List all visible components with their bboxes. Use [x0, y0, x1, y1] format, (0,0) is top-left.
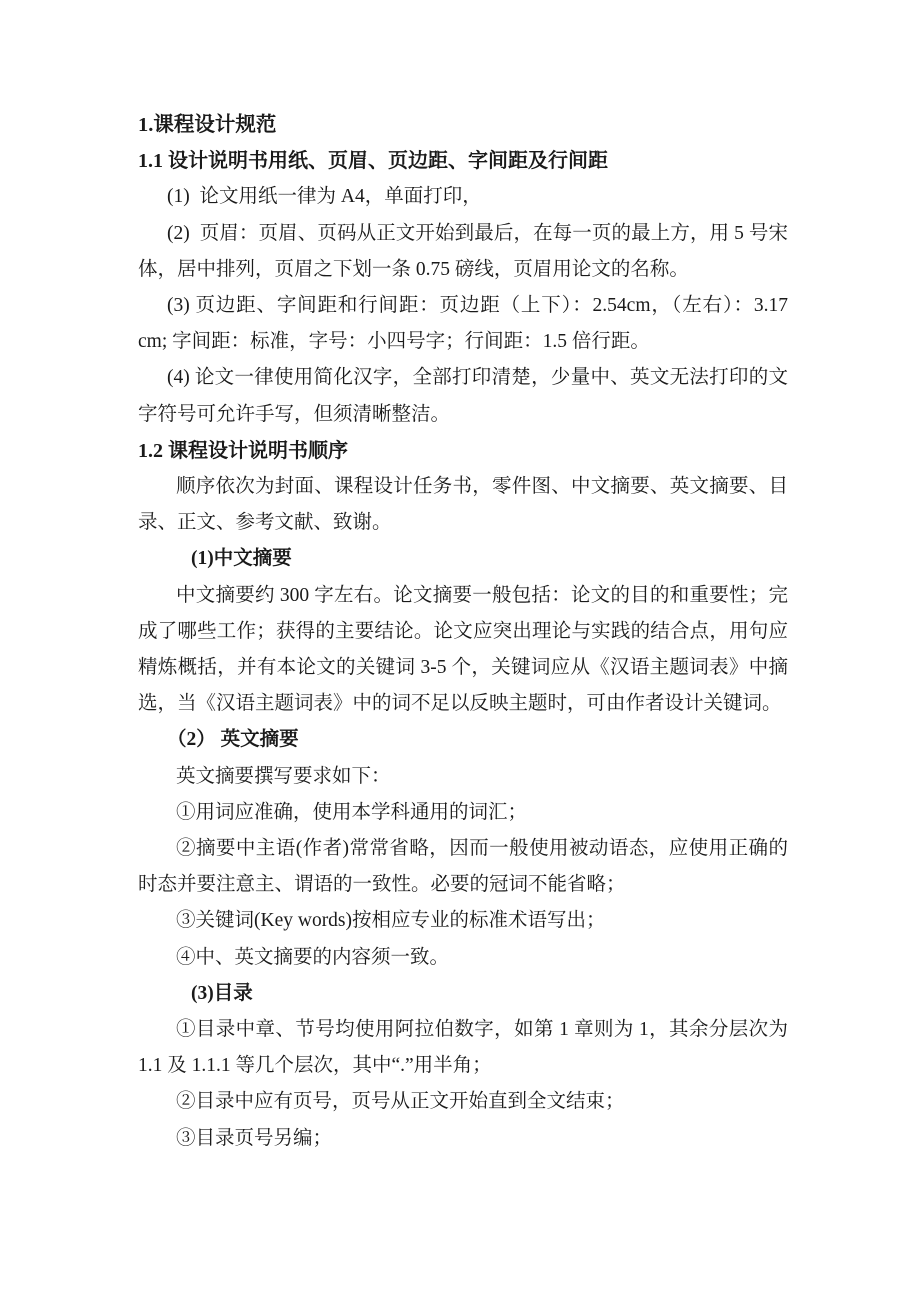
- text-line: 中文摘要约 300 字左右。论文摘要一般包括：论文的目的和重要性；完: [176, 584, 788, 606]
- text-line: (1) 论文用纸一律为 A4，单面打印，: [167, 186, 482, 208]
- heading-line: (1)中文摘要: [191, 548, 292, 570]
- text-line: 录、正文、参考文献、致谢。: [138, 512, 392, 534]
- text-line: 英文摘要撰写要求如下：: [176, 765, 391, 787]
- text-line: 体，居中排列，页眉之下划一条 0.75 磅线，页眉用论文的名称。: [138, 258, 689, 280]
- text-line: (2) 页眉：页眉、页码从正文开始到最后，在每一页的最上方，用 5 号宋: [167, 222, 788, 244]
- text-line: 选，当《汉语主题词表》中的词不足以反映主题时，可由作者设计关键词。: [138, 693, 782, 715]
- text-line: ②摘要中主语(作者)常常省略，因而一般使用被动语态，应使用正确的: [176, 838, 788, 860]
- text-line: ③目录页号另编；: [176, 1127, 333, 1149]
- text-line: (3) 页边距、字间距和行间距：页边距（上下）：2.54cm，（左右）：3.17: [167, 295, 788, 317]
- text-line: 顺序依次为封面、课程设计任务书，零件图、中文摘要、英文摘要、目: [176, 476, 788, 498]
- text-line: (4) 论文一律使用简化汉字，全部打印清楚，少量中、英文无法打印的文: [167, 367, 788, 389]
- text-line: 精炼概括，并有本论文的关键词 3-5 个，关键词应从《汉语主题词表》中摘: [138, 657, 788, 679]
- heading-line: 1.1 设计说明书用纸、页眉、页边距、字间距及行间距: [138, 150, 608, 173]
- text-line: ①目录中章、节号均使用阿拉伯数字，如第 1 章则为 1，其余分层次为: [176, 1019, 788, 1041]
- text-line: 1.1 及 1.1.1 等几个层次，其中“.”用半角；: [138, 1055, 492, 1077]
- text-line: ②目录中应有页号，页号从正文开始直到全文结束；: [176, 1091, 625, 1113]
- text-line: ④中、英文摘要的内容须一致。: [176, 946, 450, 968]
- text-line: 时态并要注意主、谓语的一致性。必要的冠词不能省略；: [138, 874, 626, 896]
- heading-line: （2） 英文摘要: [167, 729, 299, 751]
- heading-line: 1.2 课程设计说明书顺序: [138, 439, 348, 462]
- text-line: 成了哪些工作；获得的主要结论。论文应突出理论与实践的结合点，用句应: [138, 620, 788, 642]
- document-text-block: [138, 107, 788, 1157]
- text-line: 字符号可允许手写，但须清晰整洁。: [138, 403, 451, 425]
- heading-line: 1.课程设计规范: [138, 114, 277, 136]
- text-line: cm; 字间距：标准，字号：小四号字；行间距：1.5 倍行距。: [138, 331, 650, 353]
- text-line: ①用词应准确，使用本学科通用的词汇；: [176, 801, 528, 823]
- text-line: ③关键词(Key words)按相应专业的标准术语写出；: [176, 910, 606, 932]
- heading-line: (3)目录: [191, 982, 253, 1004]
